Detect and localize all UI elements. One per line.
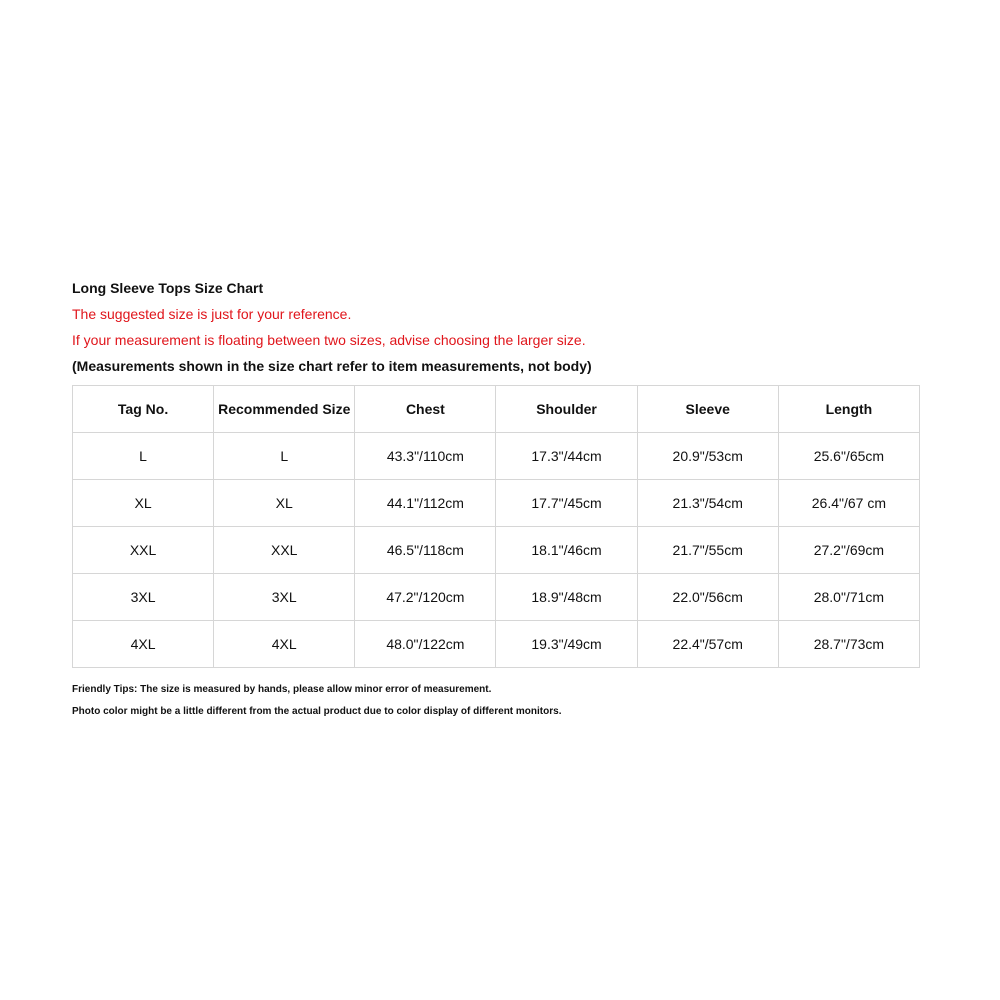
cell-tag-no: XXL [73,527,214,574]
cell-sleeve: 20.9"/53cm [637,433,778,480]
header-tag-no: Tag No. [73,386,214,433]
cell-length: 25.6"/65cm [778,433,919,480]
friendly-tip: Friendly Tips: The size is measured by hands, please allow minor error of measurement. [72,684,492,695]
measurements-note: (Measurements shown in the size chart refer to item measurements, not body) [72,358,592,374]
cell-recommended-size: XXL [214,527,355,574]
cell-shoulder: 19.3"/49cm [496,621,637,668]
cell-chest: 44.1"/112cm [355,480,496,527]
tips-section [72,684,920,718]
cell-recommended-size: 4XL [214,621,355,668]
cell-sleeve: 22.4"/57cm [637,621,778,668]
cell-chest: 47.2"/120cm [355,574,496,621]
cell-chest: 48.0"/122cm [355,621,496,668]
table-row [73,480,920,527]
size-chart-section [72,278,920,728]
cell-shoulder: 18.9"/48cm [496,574,637,621]
floating-size-note: If your measurement is floating between two sizes, advise choosing the larger size. [72,332,586,348]
size-table [72,385,920,668]
cell-tag-no: L [73,433,214,480]
table-row [73,621,920,668]
cell-length: 28.7"/73cm [778,621,919,668]
cell-sleeve: 22.0"/56cm [637,574,778,621]
cell-chest: 43.3"/110cm [355,433,496,480]
cell-length: 27.2"/69cm [778,527,919,574]
cell-recommended-size: XL [214,480,355,527]
cell-recommended-size: 3XL [214,574,355,621]
cell-shoulder: 17.3"/44cm [496,433,637,480]
cell-length: 28.0"/71cm [778,574,919,621]
cell-shoulder: 17.7"/45cm [496,480,637,527]
header-sleeve: Sleeve [637,386,778,433]
cell-tag-no: 3XL [73,574,214,621]
cell-recommended-size: L [214,433,355,480]
cell-shoulder: 18.1"/46cm [496,527,637,574]
cell-length: 26.4"/67 cm [778,480,919,527]
cell-sleeve: 21.7"/55cm [637,527,778,574]
photo-color-tip: Photo color might be a little different from the actual product due to color display of different monitors. [72,706,562,717]
header-recommended-size: Recommended Size [214,386,355,433]
table-header-row [73,386,920,433]
header-length: Length [778,386,919,433]
cell-tag-no: 4XL [73,621,214,668]
reference-note: The suggested size is just for your reference. [72,306,352,322]
header-shoulder: Shoulder [496,386,637,433]
cell-tag-no: XL [73,480,214,527]
table-row [73,433,920,480]
page-title: Long Sleeve Tops Size Chart [72,280,264,296]
header-chest: Chest [355,386,496,433]
cell-sleeve: 21.3"/54cm [637,480,778,527]
table-row [73,527,920,574]
table-row [73,574,920,621]
cell-chest: 46.5"/118cm [355,527,496,574]
